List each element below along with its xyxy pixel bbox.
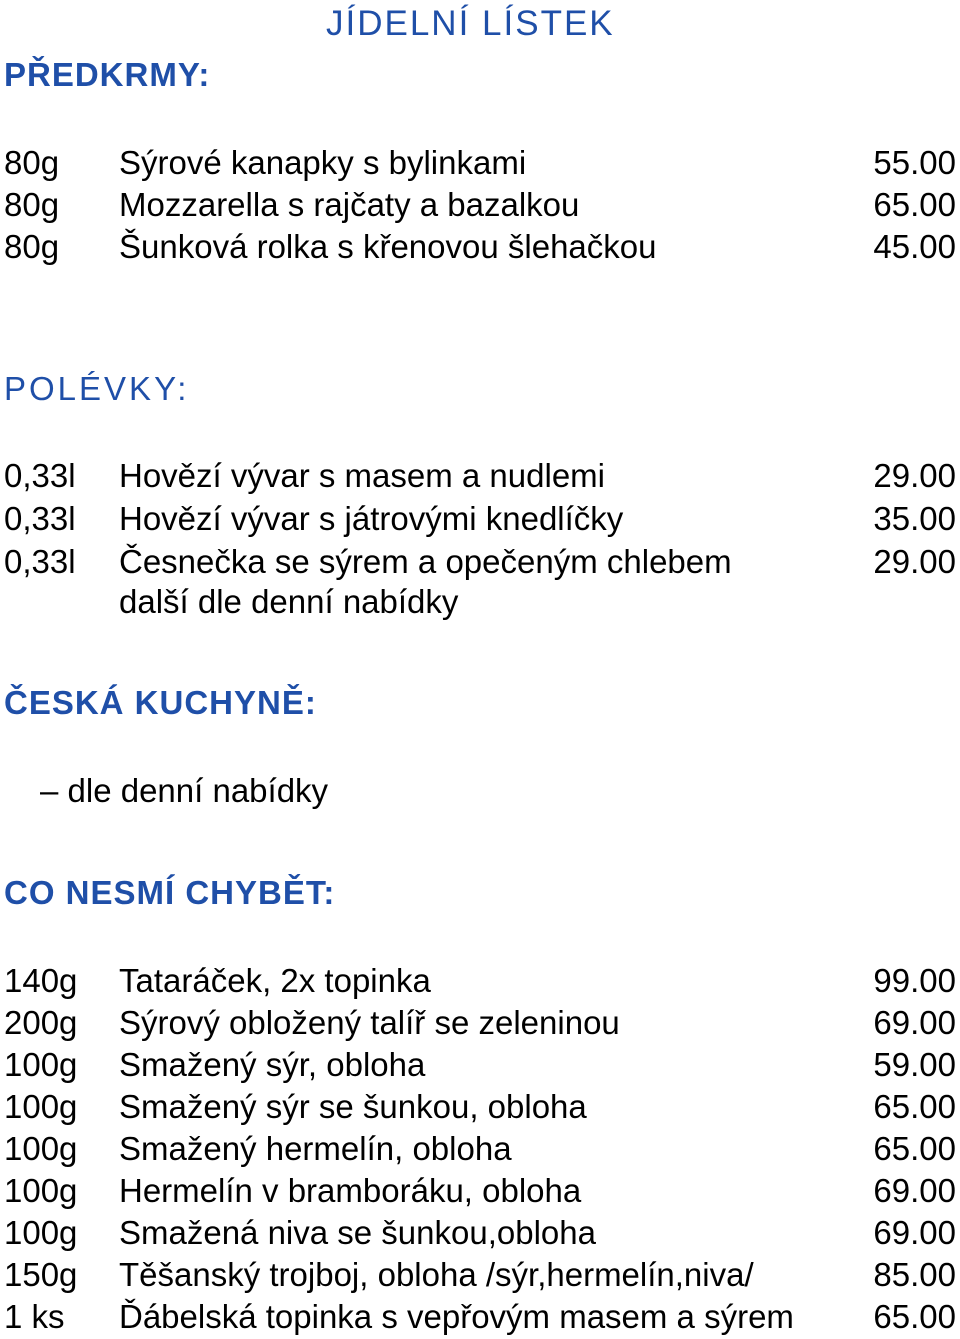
section-heading-ceska-kuchyne: ČESKÁ KUCHYNĚ: [4,684,317,721]
item-name: Tataráček, 2x topinka [119,962,431,999]
item-price: 45.00 [873,228,956,265]
menu-item [0,1296,960,1338]
item-price: 35.00 [873,500,956,537]
item-name: Sýrový obložený talíř se zeleninou [119,1004,620,1041]
item-price: 65.00 [873,1298,956,1335]
item-name: Ďábelská topinka s vepřovým masem a sýrem [119,1298,794,1335]
menu-item [0,1254,960,1296]
item-price: 85.00 [873,1256,956,1293]
item-price: 59.00 [873,1046,956,1083]
item-quantity: 100g [4,1172,78,1209]
item-quantity: 80g [4,186,60,223]
menu-item [0,142,960,184]
item-quantity: 100g [4,1088,78,1125]
menu-item [0,1044,960,1086]
section-heading-co-nesmi-chybet: CO NESMÍ CHYBĚT: [4,874,336,911]
menu-item [0,1128,960,1170]
menu-item [0,498,960,540]
item-price: 29.00 [873,457,956,494]
menu-item [0,1170,960,1212]
item-quantity: 0,33l [4,543,76,580]
item-name: Šunková rolka s křenovou šlehačkou [119,228,657,265]
item-name: Těšanský trojboj, obloha /sýr,hermelín,niva/ [119,1256,754,1293]
item-name: Smažená niva se šunkou,obloha [119,1214,596,1251]
item-quantity: 200g [4,1004,78,1041]
item-name: Smažený hermelín, obloha [119,1130,512,1167]
item-price: 69.00 [873,1214,956,1251]
menu-item [0,226,960,268]
item-price: 29.00 [873,543,956,580]
item-quantity: 0,33l [4,500,76,537]
item-name: Hovězí vývar s masem a nudlemi [119,457,605,494]
menu-item [0,455,960,497]
item-price: 69.00 [873,1172,956,1209]
item-quantity: 150g [4,1256,78,1293]
menu-item [0,1002,960,1044]
menu-item [0,184,960,226]
item-quantity: 80g [4,144,60,181]
item-price: 99.00 [873,962,956,999]
item-price: 65.00 [873,186,956,223]
item-price: 69.00 [873,1004,956,1041]
menu-item [0,960,960,1002]
section-heading-predkrmy: PŘEDKRMY: [4,56,211,93]
daily-offer-item: – dle denní nabídky [40,772,329,809]
menu-item [0,541,960,583]
item-quantity: 100g [4,1046,78,1083]
item-quantity: 1 ks [4,1298,65,1335]
item-quantity: 100g [4,1130,78,1167]
item-name: Sýrové kanapky s bylinkami [119,144,527,181]
menu-item [0,1212,960,1254]
item-name: Česnečka se sýrem a opečeným chlebem [119,543,732,580]
item-name: Hovězí vývar s játrovými knedlíčky [119,500,624,537]
item-name: Smažený sýr, obloha [119,1046,426,1083]
daily-offer-note: další dle denní nabídky [119,583,459,620]
menu-item [0,1086,960,1128]
item-quantity: 80g [4,228,60,265]
item-price: 65.00 [873,1088,956,1125]
menu-title: JÍDELNÍ LÍSTEK [326,4,615,43]
section-heading-polevky: POLÉVKY: [4,370,190,407]
item-quantity: 0,33l [4,457,76,494]
item-name: Hermelín v bramboráku, obloha [119,1172,582,1209]
item-quantity: 100g [4,1214,78,1251]
item-quantity: 140g [4,962,78,999]
item-name: Smažený sýr se šunkou, obloha [119,1088,587,1125]
item-price: 55.00 [873,144,956,181]
item-name: Mozzarella s rajčaty a bazalkou [119,186,580,223]
item-price: 65.00 [873,1130,956,1167]
